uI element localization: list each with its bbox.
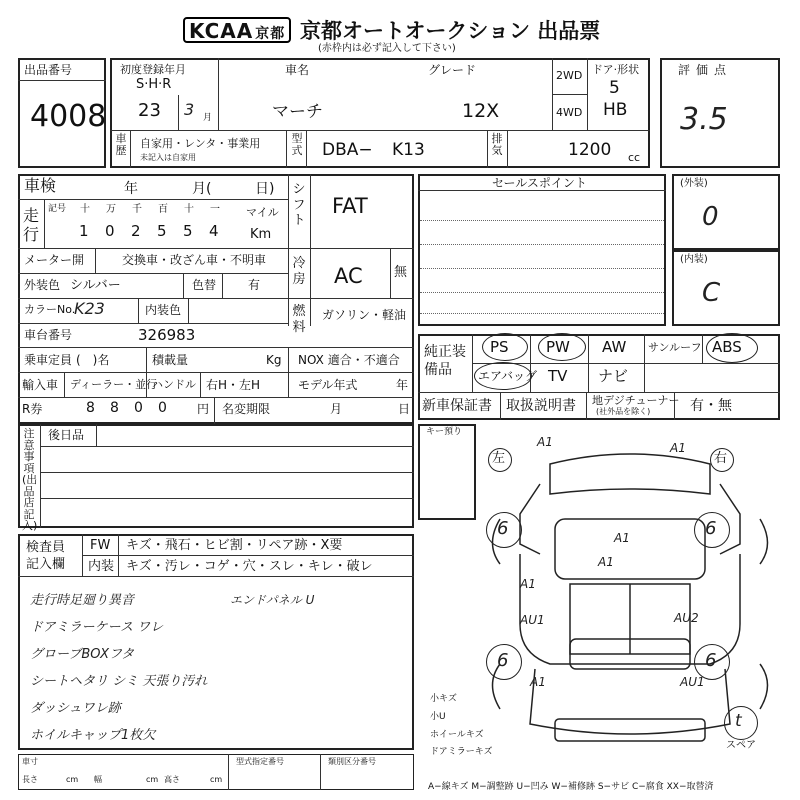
reg-month: 3 [184, 100, 195, 119]
tire-mark: 6 [497, 650, 509, 671]
equip-airbag: エアバッグ [478, 369, 538, 383]
equipment-label: 純正装備品 [424, 344, 466, 378]
airbag-circle [474, 362, 532, 390]
reg-era: S·H·R [136, 77, 172, 92]
right-label: 右 [714, 451, 728, 466]
mileage-unit-4: 十 [184, 204, 194, 215]
model-prefix: DBA− [322, 140, 373, 160]
inspector-remark: ホイルキャップ1枚欠 [30, 728, 156, 743]
inspector-remark: シートヘタリ シミ 天張り汚れ [30, 674, 208, 689]
score-label: 評価点 [678, 63, 733, 77]
model-label: 型式 [291, 132, 303, 157]
remark-right: エンドパネル U [230, 593, 315, 607]
page-title: 京都オートオークション 出品票 [300, 19, 601, 43]
abs-circle [706, 333, 758, 363]
ext-grade-value: 0 [702, 202, 719, 232]
sales-point-box [418, 174, 666, 326]
mileage-digit-4: 5 [183, 222, 193, 240]
mileage-unit-5: 一 [210, 204, 220, 215]
damage-mark: A1 [537, 435, 553, 449]
damage-mark: AU2 [674, 611, 699, 625]
wd-4wd: 4WD [556, 106, 583, 119]
recycle-digit-2: 0 [134, 400, 143, 416]
recycle-digit-1: 8 [110, 400, 119, 416]
warranty-label: 新車保証書 [422, 398, 492, 414]
km-unit: Km [250, 227, 272, 242]
equip-aw: AW [602, 338, 627, 356]
body-shape: HB [603, 100, 628, 120]
door-label: ドア·形状 [592, 63, 640, 76]
manual-label: 取扱説明書 [506, 398, 576, 414]
chassis-value: 326983 [138, 326, 196, 344]
damage-mark: AU1 [680, 675, 705, 689]
int-grade-value: C [702, 278, 721, 308]
shift-value: FAT [332, 194, 368, 218]
color-no-value: K23 [74, 299, 105, 318]
tire-mark: 6 [705, 518, 717, 539]
ext-color-value: シルバー [70, 278, 121, 293]
key-label: キー預り [426, 427, 463, 437]
mileage-unit-0: 十 [80, 204, 90, 215]
chassis-label: 車台番号 [24, 328, 73, 342]
equip-abs: ABS [712, 338, 742, 356]
displacement-value: 1200 [568, 140, 612, 160]
damage-mark: A1 [520, 577, 536, 591]
grade-label: グレード [428, 63, 477, 77]
sales-point-label: セールスポイント [492, 176, 587, 190]
kcaa-logo: KCAA 京都 [183, 17, 291, 43]
color-no-label: カラーNo. [24, 303, 76, 316]
inspector-label: 検査員記入欄 [26, 540, 66, 572]
equip-navi: ナビ [598, 367, 629, 385]
meter-options: 交換車・改ざん車・不明車 [122, 253, 267, 267]
equip-pw: PW [546, 338, 570, 356]
after-label: 後日品 [48, 428, 85, 442]
inspector-remark: ダッシュワレ跡 [30, 701, 121, 716]
damage-mark: A1 [530, 675, 546, 689]
equip-ps: PS [490, 338, 509, 356]
recycle-digit-0: 8 [86, 400, 95, 416]
damage-legend: A−線キズ M−調整跡 U−凹み W−補修跡 S−サビ C−腐食 XX−取替済 [428, 782, 714, 792]
car-name-label: 車名 [285, 63, 310, 77]
mileage-digit-3: 5 [157, 222, 167, 240]
lot-number: 4008 [30, 99, 107, 134]
damage-mark: A1 [670, 441, 686, 455]
reg-label: 初度登録年月 [120, 63, 186, 76]
meter-label: メーター開 [24, 253, 85, 267]
pw-circle [538, 333, 586, 361]
inspection-label: 車検 [24, 176, 57, 195]
recycle-digit-3: 0 [158, 400, 167, 416]
inspector-remark: 走行時足廻り異音 [30, 593, 135, 608]
displacement-label: 排気 [491, 132, 503, 157]
inspector-remark: グローブBOXフタ [30, 647, 135, 662]
ps-circle [482, 333, 528, 361]
damage-mark: A1 [598, 555, 614, 569]
in-items: キズ・汚レ・コゲ・穴・スレ・キレ・破レ [126, 559, 373, 574]
mileage-unit-2: 千 [132, 204, 142, 215]
mileage-digit-2: 2 [131, 222, 141, 240]
mileage-digit-0: 1 [79, 222, 89, 240]
recycle-label: R券 [22, 402, 43, 416]
model-code: K13 [392, 140, 425, 160]
damage-mark: AU1 [520, 613, 545, 627]
left-label: 左 [492, 451, 506, 466]
spare-mark: t [735, 711, 742, 731]
notes-side-label: 注意事項(出品店記入) [22, 427, 38, 533]
mileage-unit-1: 万 [106, 204, 116, 215]
nox-label: NOX 適合・不適合 [298, 353, 400, 367]
shift-label: シフト [292, 182, 306, 229]
header-note: (赤枠内は必ず記入して下さい) [318, 43, 456, 54]
mile-unit: マイル [246, 206, 279, 219]
mileage-unit-3: 百 [158, 204, 168, 215]
tire-mark: 6 [705, 650, 717, 671]
import-label: 輸入車 [22, 378, 59, 392]
capacity-label: 乗車定員 [24, 353, 73, 367]
wd-2wd: 2WD [556, 69, 583, 82]
inspector-remark: ドアミラーケース ワレ [30, 620, 164, 635]
fuel-label: 燃料 [292, 304, 306, 335]
score-value: 3.5 [680, 102, 728, 137]
mileage-label: 走行 [22, 206, 39, 245]
reg-year: 23 [138, 100, 161, 121]
car-name: マーチ [272, 102, 323, 122]
key-box [418, 424, 476, 520]
fuel-options: ガソリン・軽油 [322, 308, 407, 322]
model-year-label: モデル年式 [298, 378, 358, 392]
aircon-value: AC [334, 264, 363, 288]
tuner-label: 地デジチューナー [592, 394, 680, 407]
equip-tv: TV [548, 367, 568, 385]
spare-label: スペア [726, 740, 756, 751]
door-count: 5 [609, 78, 620, 98]
lot-label: 出品番号 [24, 63, 73, 77]
grade-value: 12X [462, 100, 500, 122]
mileage-digit-1: 0 [105, 222, 115, 240]
damage-mark: A1 [614, 531, 630, 545]
usage-label: 車歴 [115, 132, 127, 157]
mileage-digit-5: 4 [209, 222, 219, 240]
tire-mark: 6 [497, 518, 509, 539]
usage-options: 自家用・レンタ・事業用 [140, 137, 261, 150]
aircon-label: 冷房 [292, 256, 306, 287]
fw-items: キズ・飛石・ヒビ割・リペア跡・X要 [126, 538, 343, 553]
equip-sunroof: サンルーフ [648, 341, 702, 354]
ext-color-label: 外装色 [24, 278, 61, 292]
